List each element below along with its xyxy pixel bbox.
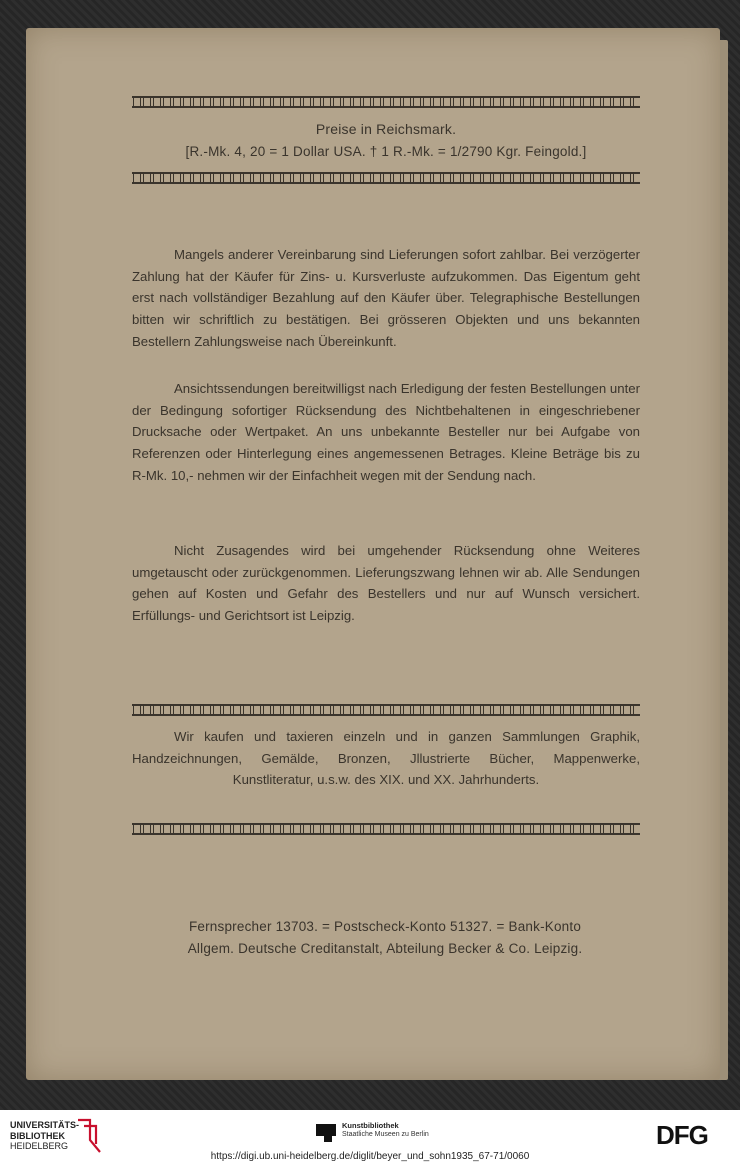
ub-heidelberg-logo[interactable] — [10, 1118, 110, 1154]
prices-rate: [R.-Mk. 4, 20 = 1 Dollar USA. † 1 R.-Mk. = 1/2790 Kgr. Feingold.] — [185, 144, 587, 159]
ornament-rule-3 — [132, 704, 640, 716]
ub-logo-line-1: UNIVERSITÄTS- — [10, 1120, 80, 1130]
dfg-logo[interactable]: DFG — [656, 1120, 708, 1150]
ornament-rule-4 — [132, 823, 640, 835]
kunstbibliothek-logo[interactable] — [316, 1118, 456, 1148]
terms-paragraph-2: Ansichtssendungen bereitwilligst nach Erledigung der festen Bestellungen unter der Bedingung sofortiger Rücksendung des Nichtbehaltenen in eingeschriebener Drucksache oder Wertpaket. An uns unbekannte Besteller nur bei Aufgabe von Referenzen oder Hinterlegung eines angemessenen Betrages. Kleine Beträge bis zu R-Mk. 10,- nehmen wir der Einfachheit wegen mit der Sendung nach. — [132, 381, 640, 483]
kunstbibliothek-subtitle: Staatliche Museen zu Berlin — [342, 1131, 429, 1138]
ub-heidelberg-emblem-icon — [76, 1118, 102, 1154]
ornament-rule-top — [132, 96, 640, 108]
terms-paragraph-1: Mangels anderer Vereinbarung sind Lieferungen sofort zahlbar. Bei verzögerter Zahlung hat der Käufer für Zins- u. Kursverluste aufzukommen. Das Eigentum geht erst nach vollständiger Bezahlung auf den Käufer über. Telegraphische Bestellungen bitten wir schriftlich zu bestätigen. Bei grösseren Objekten und uns bekannten Bestellern Zahlungsweise nach Übereinkunft. — [132, 247, 640, 349]
kunstbibliothek-title: Kunstbibliothek — [342, 1121, 399, 1130]
ub-logo-line-3: HEIDELBERG — [10, 1141, 69, 1151]
contact-line-2: Allgem. Deutsche Creditanstalt, Abteilung Becker & Co. Leipzig. — [187, 941, 583, 956]
ub-logo-line-2: BIBLIOTHEK — [10, 1130, 65, 1141]
ornament-rule-2 — [132, 172, 640, 184]
kunstbibliothek-mark-icon — [316, 1122, 336, 1142]
viewer-footer — [0, 1110, 740, 1164]
contact-line-1: Fernsprecher 13703. = Postscheck-Konto 51327. = Bank-Konto — [188, 919, 582, 934]
buy-paragraph: Wir kaufen und taxieren einzeln und in ganzen Sammlungen Graphik, Handzeichnungen, Gemälde, Bronzen, Jllustrierte Bücher, Mappenwerke, Kunstliteratur, u.s.w. des XIX. und XX. Jahrhunderts. — [132, 729, 640, 788]
permalink-url[interactable]: https://digi.ub.uni-heidelberg.de/diglit/beyer_und_sohn1935_67-71/0060 — [210, 1151, 530, 1162]
prices-title: Preise in Reichsmark. — [315, 121, 457, 137]
terms-paragraph-3: Nicht Zusagendes wird bei umgehender Rücksendung ohne Weiteres umgetauscht oder zurückgenommen. Lieferungszwang lehnen wir ab. Alle Sendungen gehen auf Kosten und Gefahr des Bestellers und nur auf Wunsch versichert. Erfüllungs- und Gerichtsort ist Leipzig. — [132, 543, 640, 624]
